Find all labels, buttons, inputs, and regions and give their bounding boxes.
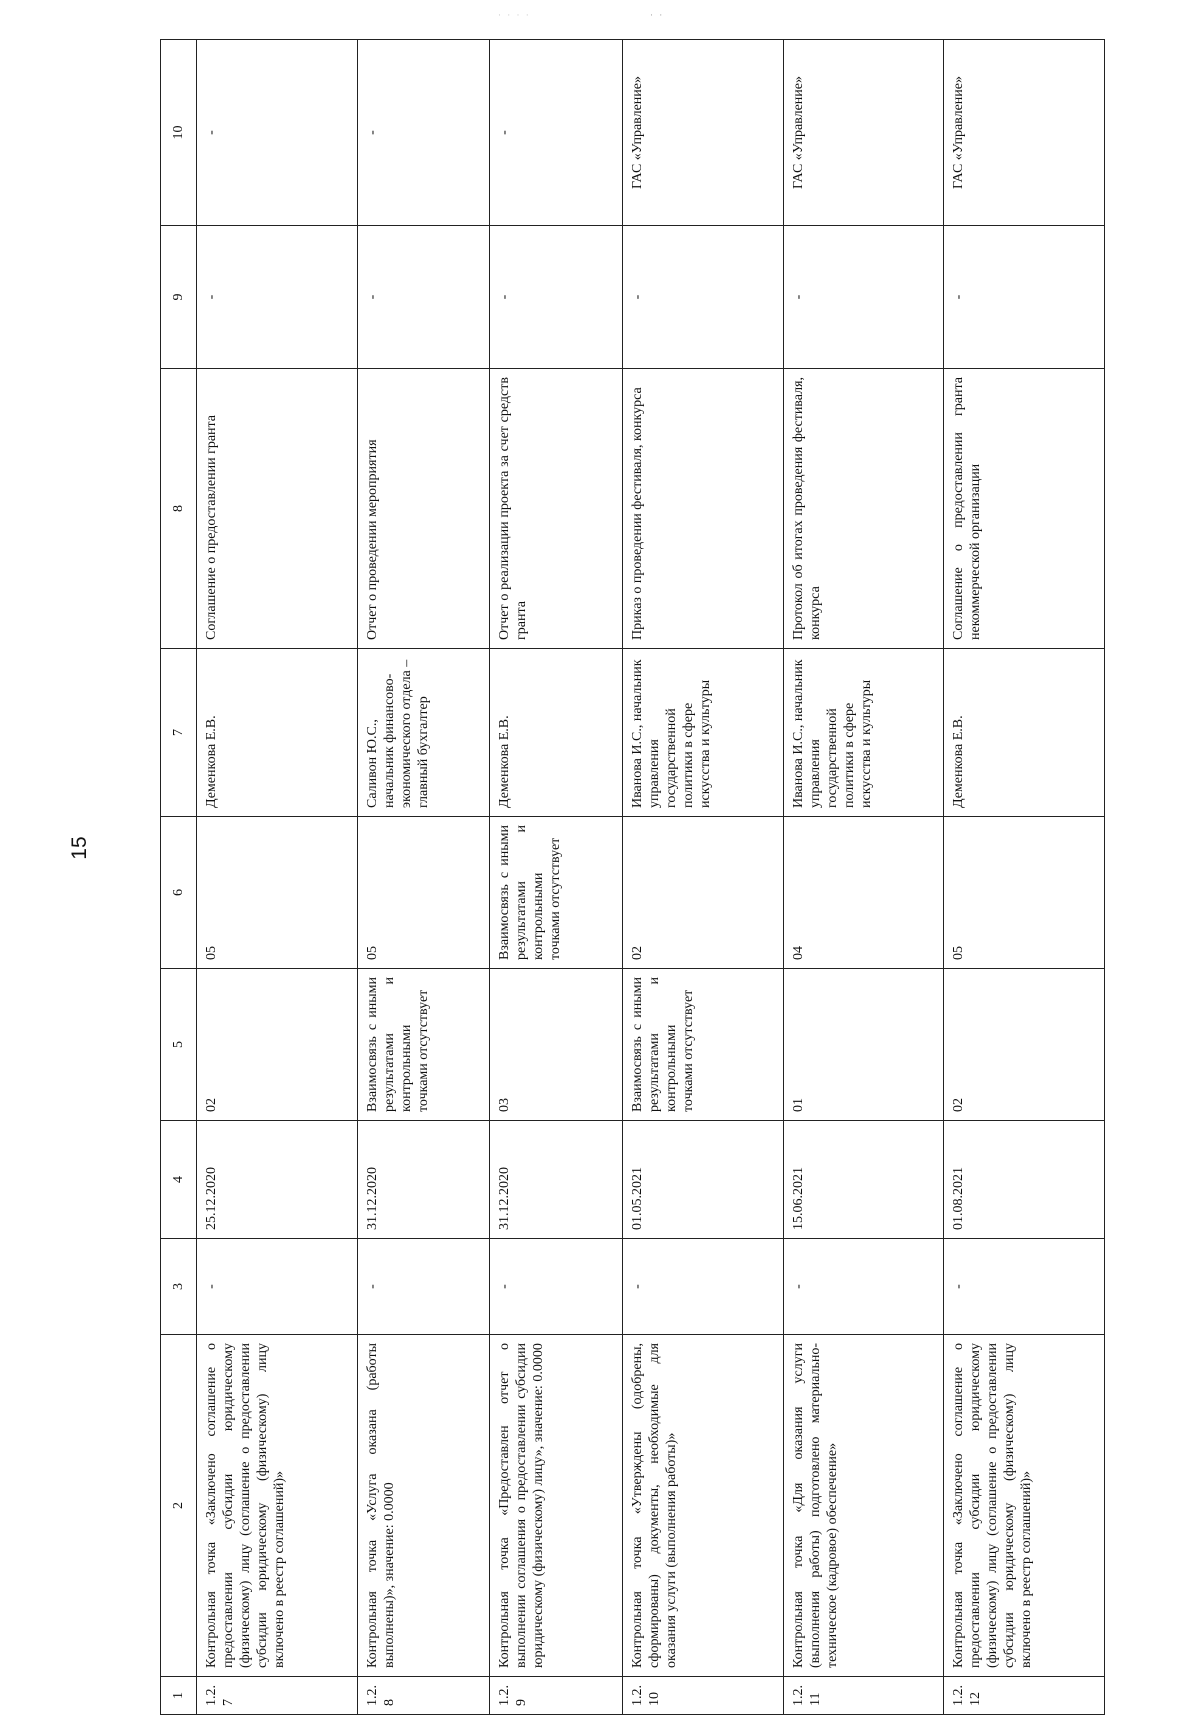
control-point-name: Контрольная точка «Предоставлен отчет о выполнении соглашения о предоставлении субсидии юридическому (физическому) лицу», значение: 0.0000 [490,1335,623,1677]
cell-col9: - [197,226,358,369]
deadline-date: 31.12.2020 [357,1121,490,1239]
control-point-name: Контрольная точка «Заключено соглашение о предоставлении субсидии юридическому (физическому) лицу (соглашение о предоставлении субсидии юридическому (физическому) лицу включено в реестр соглашений)» [944,1335,1105,1677]
cell-col5: 01 [783,969,944,1121]
table-row [944,40,1105,1715]
responsible-person: Саливон Ю.С., начальник финансово-экономического отдела – главный бухгалтер [357,649,490,817]
row-number: 1.2.11 [783,1677,944,1715]
document-type: Отчет о проведении мероприятия [357,369,490,649]
cell-col9: - [783,226,944,369]
header-cell: 10 [161,40,197,226]
cell-col3: - [944,1239,1105,1335]
cell-col5: 02 [944,969,1105,1121]
cell-col3: - [197,1239,358,1335]
cell-col9: - [944,226,1105,369]
document-type: Соглашение о предоставлении гранта [197,369,358,649]
responsible-person: Деменкова Е.В. [944,649,1105,817]
document-type: Отчет о реализации проекта за счет средств гранта [490,369,623,649]
header-cell: 6 [161,817,197,969]
table-row [197,40,358,1715]
row-number: 1.2.9 [490,1677,623,1715]
cell-col6: 05 [357,817,490,969]
responsible-person: Деменкова Е.В. [197,649,358,817]
header-cell: 1 [161,1677,197,1715]
header-cell: 3 [161,1239,197,1335]
cell-col5: Взаимосвязь с иными результатами и контрольными точками отсутствует [623,969,784,1121]
control-point-name: Контрольная точка «Утверждены (одобрены, сформированы) документы, необходимые для оказания услуги (выполнения работы)» [623,1335,784,1677]
info-system: - [357,40,490,226]
cell-col6: 04 [783,817,944,969]
header-cell: 7 [161,649,197,817]
document-type: Протокол об итогах проведения фестиваля, конкурса [783,369,944,649]
cell-col3: - [783,1239,944,1335]
table-row [783,40,944,1715]
header-cell: 2 [161,1335,197,1677]
table-row [490,40,623,1715]
header-cell: 9 [161,226,197,369]
info-system: - [490,40,623,226]
info-system: ГАС «Управление» [783,40,944,226]
table-row [357,40,490,1715]
row-number: 1.2.12 [944,1677,1105,1715]
cell-col3: - [623,1239,784,1335]
deadline-date: 31.12.2020 [490,1121,623,1239]
cell-col9: - [623,226,784,369]
control-points-table [160,39,1105,1715]
cell-col6: 05 [197,817,358,969]
control-point-name: Контрольная точка «Заключено соглашение о предоставлении субсидии юридическому (физическому) лицу (соглашение о предоставлении субсидии юридическому (физическому) лицу включено в реестр соглашений)» [197,1335,358,1677]
cell-col9: - [357,226,490,369]
row-number: 1.2.7 [197,1677,358,1715]
document-type: Соглашение о предоставлении гранта некоммерческой организации [944,369,1105,649]
cell-col5: Взаимосвязь с иными результатами и контрольными точками отсутствует [357,969,490,1121]
info-system: ГАС «Управление» [944,40,1105,226]
scan-artifact: · · [650,10,665,20]
rotated-table-container [160,40,1105,1715]
info-system: - [197,40,358,226]
deadline-date: 15.06.2021 [783,1121,944,1239]
row-number: 1.2.10 [623,1677,784,1715]
page-number: 15 [68,836,91,860]
cell-col3: - [357,1239,490,1335]
table-header-row [161,40,197,1715]
scan-artifact: · · · · [498,10,531,20]
responsible-person: Иванова И.С., начальник управления государственной политики в сфере искусства и культуры [623,649,784,817]
table-row [623,40,784,1715]
row-number: 1.2.8 [357,1677,490,1715]
deadline-date: 25.12.2020 [197,1121,358,1239]
cell-col6: 02 [623,817,784,969]
header-cell: 4 [161,1121,197,1239]
cell-col3: - [490,1239,623,1335]
cell-col5: 02 [197,969,358,1121]
control-point-name: Контрольная точка «Услуга оказана (работы выполнены)», значение: 0.0000 [357,1335,490,1677]
cell-col6: 05 [944,817,1105,969]
document-type: Приказ о проведении фестиваля, конкурса [623,369,784,649]
cell-col5: 03 [490,969,623,1121]
cell-col9: - [490,226,623,369]
header-cell: 5 [161,969,197,1121]
header-cell: 8 [161,369,197,649]
info-system: ГАС «Управление» [623,40,784,226]
deadline-date: 01.05.2021 [623,1121,784,1239]
responsible-person: Деменкова Е.В. [490,649,623,817]
responsible-person: Иванова И.С., начальник управления государственной политики в сфере искусства и культуры [783,649,944,817]
cell-col6: Взаимосвязь с иными результатами и контрольными точками отсутствует [490,817,623,969]
deadline-date: 01.08.2021 [944,1121,1105,1239]
control-point-name: Контрольная точка «Для оказания услуги (выполнения работы) подготовлено материально-техническое (кадровое) обеспечение» [783,1335,944,1677]
